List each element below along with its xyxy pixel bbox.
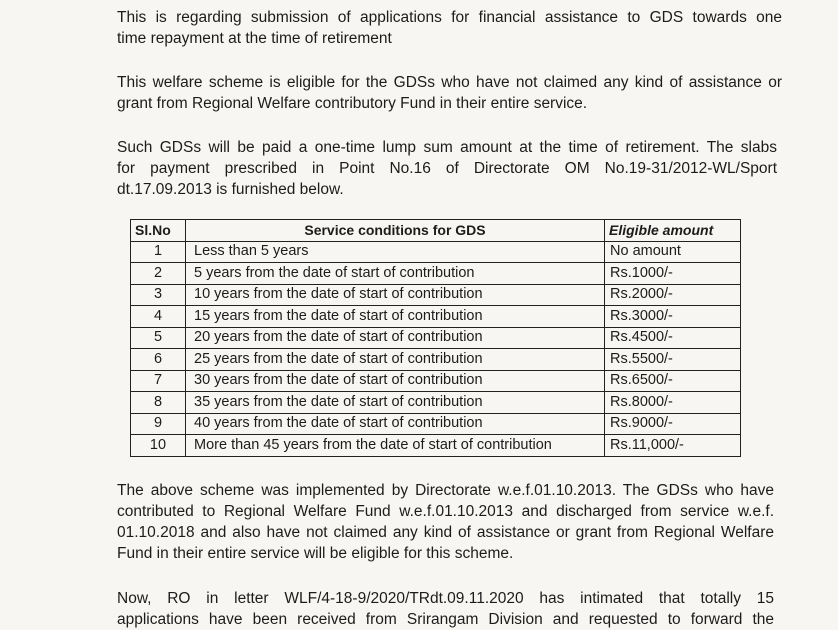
sl-no-cell: 6 [131, 349, 186, 371]
amount-cell: Rs.5500/- [605, 349, 741, 371]
paragraph-line: for payment prescribed in Point No.16 of Directorate OM No.19-31/2012-WL/Sport [117, 160, 777, 177]
service-condition-cell: 30 years from the date of start of contribution [186, 370, 605, 392]
sl-no-header: Sl.No [131, 220, 186, 242]
amount-cell: Rs.3000/- [605, 306, 741, 328]
eligibility-paragraph [117, 72, 782, 114]
amount-cell: Rs.9000/- [605, 413, 741, 435]
paragraph-line: Fund in their entire service will be eligible for this scheme. [117, 545, 514, 562]
service-condition-cell: 40 years from the date of start of contribution [186, 413, 605, 435]
sl-no-cell: 4 [131, 306, 186, 328]
service-condition-cell: 20 years from the date of start of contribution [186, 327, 605, 349]
paragraph-line: dt.17.09.2013 is furnished below. [117, 181, 344, 198]
paragraph-line: Such GDSs will be paid a one-time lump sum amount at the time of retirement. The slabs [117, 139, 777, 156]
intro-paragraph [117, 7, 782, 49]
sl-no-cell: 5 [131, 327, 186, 349]
paragraph-line: grant from Regional Welfare contributory Fund in their entire service. [117, 95, 588, 112]
service-condition-cell: 15 years from the date of start of contribution [186, 306, 605, 328]
amount-cell: Rs.8000/- [605, 392, 741, 414]
service-conditions-header: Service conditions for GDS [186, 220, 605, 242]
table-row [131, 349, 741, 371]
ro-letter-paragraph [117, 588, 774, 630]
service-condition-cell: 35 years from the date of start of contribution [186, 392, 605, 414]
table-header-row [131, 220, 741, 242]
table-row [131, 370, 741, 392]
amount-cell: Rs.1000/- [605, 263, 741, 285]
table-row [131, 263, 741, 285]
paragraph-line: The above scheme was implemented by Directorate w.e.f.01.10.2013. The GDSs who have [117, 482, 774, 499]
paragraph-line: This is regarding submission of applications for financial assistance to GDS towards one [117, 9, 782, 26]
amount-cell: Rs.6500/- [605, 370, 741, 392]
implementation-paragraph [117, 480, 774, 564]
table-row [131, 327, 741, 349]
paragraph-line: This welfare scheme is eligible for the GDSs who have not claimed any kind of assistance or [117, 74, 782, 91]
sl-no-cell: 7 [131, 370, 186, 392]
payment-slab-table [130, 219, 741, 457]
sl-no-cell: 8 [131, 392, 186, 414]
payment-slabs-paragraph [117, 137, 777, 200]
amount-cell: Rs.11,000/- [605, 435, 741, 457]
sl-no-cell: 1 [131, 241, 186, 263]
sl-no-cell: 10 [131, 435, 186, 457]
amount-cell: Rs.2000/- [605, 284, 741, 306]
service-condition-cell: Less than 5 years [186, 241, 605, 263]
eligible-amount-header: Eligible amount [605, 220, 741, 242]
table-row [131, 413, 741, 435]
service-condition-cell: 25 years from the date of start of contribution [186, 349, 605, 371]
amount-cell: Rs.4500/- [605, 327, 741, 349]
table-row [131, 241, 741, 263]
paragraph-line: contributed to Regional Welfare Fund w.e.f.01.10.2013 and discharged from service w.e.f. [117, 503, 774, 520]
service-condition-cell: 10 years from the date of start of contribution [186, 284, 605, 306]
table-row [131, 306, 741, 328]
table-row [131, 284, 741, 306]
paragraph-line: 01.10.2018 and also have not claimed any kind of assistance or grant from Regional Welfare [117, 524, 774, 541]
sl-no-cell: 3 [131, 284, 186, 306]
paragraph-line: time repayment at the time of retirement [117, 30, 392, 47]
amount-cell: No amount [605, 241, 741, 263]
table-row [131, 435, 741, 457]
service-condition-cell: More than 45 years from the date of start of contribution [186, 435, 605, 457]
sl-no-cell: 2 [131, 263, 186, 285]
paragraph-line: Now, RO in letter WLF/4-18-9/2020/TRdt.09.11.2020 has intimated that totally 15 [117, 590, 774, 607]
service-condition-cell: 5 years from the date of start of contribution [186, 263, 605, 285]
sl-no-cell: 9 [131, 413, 186, 435]
paragraph-line: applications have been received from Srirangam Division and requested to forward the [117, 611, 774, 628]
table-row [131, 392, 741, 414]
